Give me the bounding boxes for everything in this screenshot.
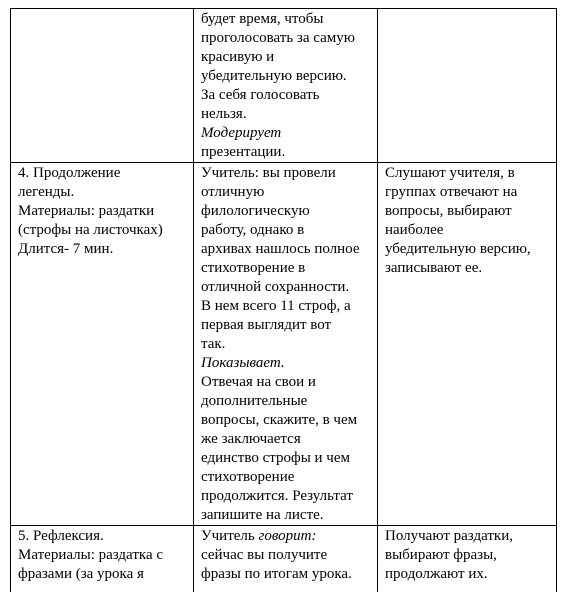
cell-text-line: нельзя. [201, 106, 247, 122]
cell-text-line: сейчас вы получите [201, 547, 328, 563]
lesson-plan-table [10, 8, 557, 592]
cell-text-line: продолжают их. [385, 566, 488, 582]
cell-text-line: дополнительные [201, 393, 308, 409]
teacher-activity-cell [194, 163, 378, 526]
cell-text-line: Длится- 7 мин. [18, 241, 114, 257]
cell-text-line: продолжится. Результат [201, 488, 353, 504]
cell-text-line: фразы по итогам урока. [201, 566, 352, 582]
cell-text-line: работу, однако в [201, 222, 305, 238]
cell-text-line: красивую и [201, 49, 275, 65]
cell-text-line: легенды. [18, 184, 75, 200]
cell-text-line: филологическую [201, 203, 310, 219]
cell-text-line: группах отвечают на [385, 184, 518, 200]
cell-text-line: Слушают учителя, в [385, 165, 515, 181]
cell-text-line: В нем всего 11 строф, а [201, 298, 351, 314]
cell-text-line: выбирают фразы, [385, 547, 497, 563]
cell-text-line: архивах нашлось полное [201, 241, 360, 257]
table-row [11, 9, 557, 163]
teacher-activity-cell [194, 9, 378, 163]
cell-text-line: отличной сохранности. [201, 279, 350, 295]
cell-text-line: наиболее [385, 222, 444, 238]
cell-text-line: стихотворение в [201, 260, 306, 276]
cell-text-line: же заключается [201, 431, 301, 447]
cell-text-line: (строфы на листочках) [18, 222, 163, 238]
cell-text-line: проголосовать за самую [201, 30, 355, 46]
text-segment: Учитель [201, 528, 259, 544]
italic-text: говорит: [258, 528, 317, 544]
cell-text-line: Модерирует [201, 125, 282, 141]
cell-text-line: презентации. [201, 144, 286, 160]
stage-cell [11, 163, 194, 526]
cell-text-line: стихотворение [201, 469, 295, 485]
student-activity-cell [378, 526, 557, 593]
cell-text-line: будет время, чтобы [201, 11, 324, 27]
cell-text-line: так. [201, 336, 226, 352]
cell-text-line: вопросы, скажите, в чем [201, 412, 358, 428]
cell-text-line: единство строфы и чем [201, 450, 351, 466]
cell-text-line: убедительную версию, [385, 241, 531, 257]
cell-text-line: Получают раздатки, [385, 528, 513, 544]
cell-text-line: Материалы: раздатки [18, 203, 155, 219]
cell-text-line: первая выглядит вот [201, 317, 332, 333]
cell-text-line: фразами (за урока я [18, 566, 144, 582]
cell-text-line: убедительную версию. [201, 68, 347, 84]
teacher-activity-cell [194, 526, 378, 593]
cell-text-line: Учитель: вы провели [201, 165, 336, 181]
cell-text-line: За себя голосовать [201, 87, 320, 103]
stage-cell [11, 526, 194, 593]
stage-cell [11, 9, 194, 163]
cell-text-line: вопросы, выбирают [385, 203, 512, 219]
student-activity-cell [378, 163, 557, 526]
cell-text-line [201, 527, 372, 546]
student-activity-cell [378, 9, 557, 163]
cell-text-line: 4. Продолжение [18, 165, 121, 181]
cell-text-line: 5. Рефлексия. [18, 528, 104, 544]
cell-text-line: записывают ее. [385, 260, 483, 276]
table-row [11, 526, 557, 593]
cell-text-line: отличную [201, 184, 265, 200]
cell-text-line: Отвечая на свои и [201, 374, 316, 390]
cell-text-line: Показывает. [201, 355, 285, 371]
cell-text-line: Материалы: раздатка с [18, 547, 164, 563]
table-row [11, 163, 557, 526]
cell-text-line: запишите на листе. [201, 507, 324, 523]
